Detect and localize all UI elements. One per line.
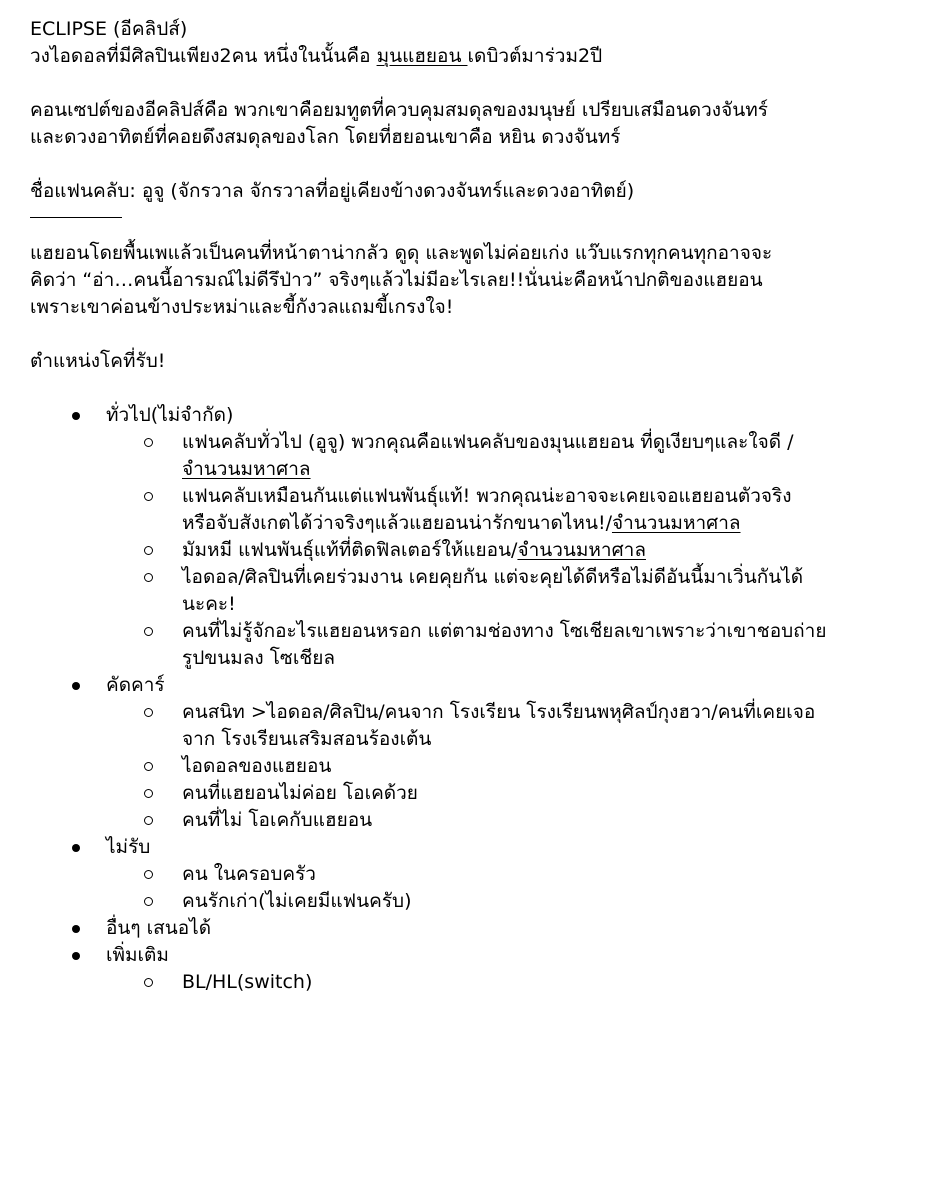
sublist-item bbox=[106, 537, 895, 564]
list-label: อื่นๆ เสนอได้ bbox=[106, 917, 212, 939]
list-item-other bbox=[30, 915, 895, 942]
hollow-bullet-icon bbox=[144, 762, 153, 771]
intro-text: วงไอดอลที่มีศิลปินเพียง2คน หนึ่งในนั้นคือ bbox=[30, 45, 377, 67]
spacer bbox=[30, 70, 895, 97]
bullet-icon bbox=[72, 682, 80, 690]
sublist-item bbox=[106, 699, 895, 753]
bullet-icon bbox=[72, 412, 80, 420]
intro-suffix: เดบิวต์มาร่วม2ปี bbox=[467, 45, 603, 67]
concept-line-1: คอนเซปต์ของอีคลิปส์คือ พวกเขาคือยมทูตที่ควบคุมสมดุลของมนุษย์ เปรียบเสมือนดวงจันทร์ bbox=[30, 99, 768, 121]
item-text: คน ในครอบครัว bbox=[182, 863, 316, 885]
sublist-item bbox=[106, 429, 895, 483]
concept-line-2: และดวงอาทิตย์ที่คอยดึงสมดุลของโลก โดยที่ฮยอนเขาคือ หยิน ดวงจันทร์ bbox=[30, 126, 621, 148]
personality-line-1: แฮยอนโดยพื้นเพแล้วเป็นคนที่หน้าตาน่ากลัว ดูดุ และพูดไม่ค่อยเก่ง แว๊บแรกทุกคนทุกอาจจะ bbox=[30, 242, 773, 264]
item-text: จาก โรงเรียนเสริมสอนร้องเต้น bbox=[182, 728, 432, 750]
hollow-bullet-icon bbox=[144, 492, 153, 501]
item-text: ไอดอลของแฮยอน bbox=[182, 755, 332, 777]
bullet-icon bbox=[72, 952, 80, 960]
list-item-general bbox=[30, 402, 895, 672]
list-label: ทั่วไป(ไม่จำกัด) bbox=[106, 404, 234, 426]
item-text-line-1 bbox=[182, 537, 895, 564]
positions-heading: ตำแหน่งโคที่รับ! bbox=[30, 350, 166, 372]
spacer bbox=[30, 375, 895, 402]
item-text-underlined: จำนวนมหาศาล bbox=[517, 539, 646, 561]
item-text: คนที่แฮยอนไม่ค่อย โอเคด้วย bbox=[182, 782, 418, 804]
item-text: BL/HL(switch) bbox=[182, 971, 313, 993]
item-text: คนรักเก่า(ไม่เคยมีแฟนครับ) bbox=[182, 890, 412, 912]
item-text: รูปขนมลง โซเชียล bbox=[182, 647, 335, 669]
sublist-extra bbox=[106, 969, 895, 996]
item-text: คนที่ไม่รู้จักอะไรแฮยอนหรอก แต่ตามช่องทาง โซเชียลเขาเพราะว่าเขาชอบถ่าย bbox=[182, 620, 827, 642]
sublist-item bbox=[106, 888, 895, 915]
item-text: หรือจับสังเกตได้ว่าจริงๆแล้วแฮยอนน่ารักขนาดไหน!/ bbox=[182, 512, 612, 534]
item-text-line-2 bbox=[182, 510, 895, 537]
sublist-item bbox=[106, 753, 895, 780]
hollow-bullet-icon bbox=[144, 816, 153, 825]
hollow-bullet-icon bbox=[144, 627, 153, 636]
hollow-bullet-icon bbox=[144, 897, 153, 906]
item-text-underlined: จำนวนมหาศาล bbox=[182, 458, 311, 480]
personality-line-2: คิดว่า “อ่า…คนนี้อารมณ์ไม่ดีรึป่าว” จริงๆแล้วไม่มีอะไรเลย!!นั่นน่ะคือหน้าปกติของแฮยอน bbox=[30, 269, 763, 291]
spacer bbox=[30, 321, 895, 348]
hollow-bullet-icon bbox=[144, 546, 153, 555]
hollow-bullet-icon bbox=[144, 978, 153, 987]
bullet-icon bbox=[72, 925, 80, 933]
group-intro-line bbox=[30, 43, 895, 70]
sublist-item bbox=[106, 618, 895, 672]
horizontal-divider bbox=[30, 217, 122, 218]
fanclub-line: ชื่อแฟนคลับ: อูจู (จักรวาล จักรวาลที่อยู่เคียงข้างดวงจันทร์และดวงอาทิตย์) bbox=[30, 180, 635, 202]
sublist-item bbox=[106, 483, 895, 537]
sublist-general bbox=[106, 429, 895, 672]
item-text: ไอดอล/ศิลปินที่เคยร่วมงาน เคยคุยกัน แต่จะคุยได้ดีหรือไม่ดีอันนี้มาเวิ่นกันได้ bbox=[182, 566, 804, 588]
hollow-bullet-icon bbox=[144, 870, 153, 879]
personality-line-3: เพราะเขาค่อนข้างประหม่าและขี้กังวลแถมขี้เกรงใจ! bbox=[30, 296, 454, 318]
list-label: เพิ่มเติม bbox=[106, 944, 169, 966]
hollow-bullet-icon bbox=[144, 438, 153, 447]
sublist-item bbox=[106, 564, 895, 618]
sublist-item bbox=[106, 780, 895, 807]
item-text-underlined: จำนวนมหาศาล bbox=[611, 512, 741, 534]
list-label: คัดคาร์ bbox=[106, 674, 165, 696]
item-text: นะคะ! bbox=[182, 593, 236, 615]
spacer bbox=[30, 151, 895, 178]
item-text: แฟนคลับเหมือนกันแต่แฟนพันธุ์แท้! พวกคุณน่ะอาจจะเคยเจอแฮยอนตัวจริง bbox=[182, 485, 792, 507]
hollow-bullet-icon bbox=[144, 789, 153, 798]
positions-list bbox=[30, 402, 895, 996]
item-text: คนที่ไม่ โอเคกับแฮยอน bbox=[182, 809, 373, 831]
bullet-icon bbox=[72, 844, 80, 852]
list-item-casting bbox=[30, 672, 895, 834]
hollow-bullet-icon bbox=[144, 573, 153, 582]
list-item-not-accepted bbox=[30, 834, 895, 915]
sublist-item bbox=[106, 861, 895, 888]
item-text: มัมหมี แฟนพันธุ์แท้ที่ติดฟิลเตอร์ให้แยอน/ bbox=[182, 539, 518, 561]
sublist-casting bbox=[106, 699, 895, 834]
sublist-item bbox=[106, 969, 895, 996]
sublist-not-accepted bbox=[106, 861, 895, 915]
list-item-extra bbox=[30, 942, 895, 996]
list-label: ไม่รับ bbox=[106, 836, 151, 858]
item-text: คนสนิท >ไอดอล/ศิลปิน/คนจาก โรงเรียน โรงเรียนพหุศิลป์กุงฮวา/คนที่เคยเจอ bbox=[182, 701, 816, 723]
item-text: แฟนคลับทั่วไป (อูจู) พวกคุณคือแฟนคลับของมุนแฮยอน ที่ดูเงียบๆและใจดี / bbox=[182, 431, 794, 453]
doc-title: ECLIPSE (อีคลิปส์) bbox=[30, 18, 188, 40]
member-name-underlined: มุนแฮยอน bbox=[376, 45, 468, 67]
hollow-bullet-icon bbox=[144, 708, 153, 717]
sublist-item bbox=[106, 807, 895, 834]
